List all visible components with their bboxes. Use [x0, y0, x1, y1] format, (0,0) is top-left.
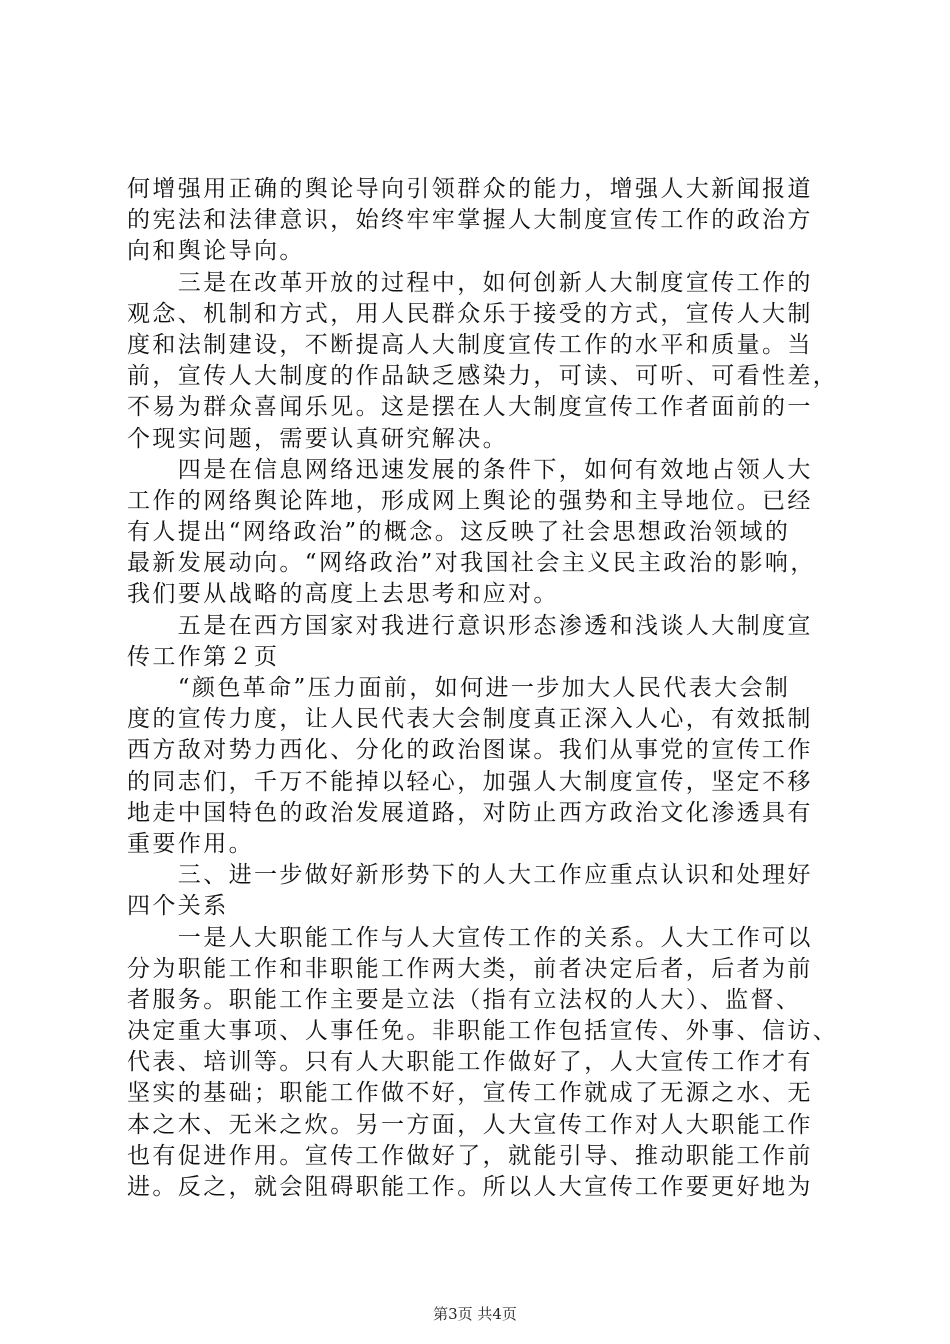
text-line: 最新发展动向。“网络政治”对我国社会主义民主政治的影响， [127, 550, 816, 577]
text-line: 观念、机制和方式，用人民群众乐于接受的方式，宣传人大制 [127, 300, 813, 327]
text-line: 四个关系 [127, 893, 229, 920]
document-body [127, 174, 839, 1203]
text-line: “颜色革命”压力面前，如何进一步加大人民代表大会制 [127, 675, 791, 701]
text-line: 西方敌对势力西化、分化的政治图谋。我们从事党的宣传工作 [127, 737, 813, 764]
text-line: 三、进一步做好新形势下的人大工作应重点认识和处理好 [127, 862, 813, 889]
text-line: 何增强用正确的舆论导向引领群众的能力，增强人大新闻报道 [127, 176, 813, 202]
text-line: 决定重大事项、人事任免。非职能工作包括宣传、外事、信访、 [127, 1018, 839, 1045]
text-line: 也有促进作用。宣传工作做好了，就能引导、推动职能工作前 [127, 1142, 813, 1169]
text-line: 重要作用。 [127, 830, 254, 857]
text-line: 向和舆论导向。 [127, 238, 305, 265]
text-line: 分为职能工作和非职能工作两大类，前者决定后者，后者为前 [127, 955, 813, 982]
text-line: 工作的网络舆论阵地，形成网上舆论的强势和主导地位。已经 [127, 487, 813, 514]
text-line: 有人提出“网络政治”的概念。这反映了社会思想政治领域的 [127, 519, 791, 546]
text-line: 的同志们，千万不能掉以轻心，加强人大制度宣传，坚定不移 [127, 768, 813, 795]
text-line: 四是在信息网络迅速发展的条件下，如何有效地占领人大 [127, 456, 813, 483]
text-line: 个现实问题，需要认真研究解决。 [127, 425, 508, 452]
text-line: 度的宣传力度，让人民代表大会制度真正深入人心，有效抵制 [127, 706, 813, 733]
text-line: 度和法制建设，不断提高人大制度宣传工作的水平和质量。当 [127, 331, 813, 358]
text-line: 的宪法和法律意识，始终牢牢掌握人大制度宣传工作的政治方 [127, 207, 813, 234]
text-line: 不易为群众喜闻乐见。这是摆在人大制度宣传工作者面前的一 [127, 394, 813, 421]
page-footer [0, 1304, 950, 1324]
text-line: 前，宣传人大制度的作品缺乏感染力，可读、可听、可看性差， [127, 363, 839, 390]
text-line: 三是在改革开放的过程中，如何创新人大制度宣传工作的 [127, 269, 813, 296]
text-line: 一是人大职能工作与人大宣传工作的关系。人大工作可以 [127, 924, 813, 951]
text-line: 五是在西方国家对我进行意识形态渗透和浅谈人大制度宣 [127, 612, 813, 639]
text-line: 代表、培训等。只有人大职能工作做好了，人大宣传工作才有 [127, 1049, 813, 1076]
page-number-label: 第3页 共4页 [433, 1305, 517, 1323]
text-line: 我们要从战略的高度上去思考和应对。 [127, 581, 559, 608]
text-line: 进。反之，就会阻碍职能工作。所以人大宣传工作要更好地为 [127, 1174, 813, 1200]
text-line: 坚实的基础；职能工作做不好，宣传工作就成了无源之水、无 [127, 1080, 813, 1107]
text-line: 者服务。职能工作主要是立法（指有立法权的人大）、监督、 [127, 986, 802, 1013]
text-line: 地走中国特色的政治发展道路，对防止西方政治文化渗透具有 [127, 799, 813, 826]
text-line: 传工作第２页 [127, 643, 280, 670]
text-line: 本之木、无米之炊。另一方面，人大宣传工作对人大职能工作 [127, 1111, 813, 1138]
